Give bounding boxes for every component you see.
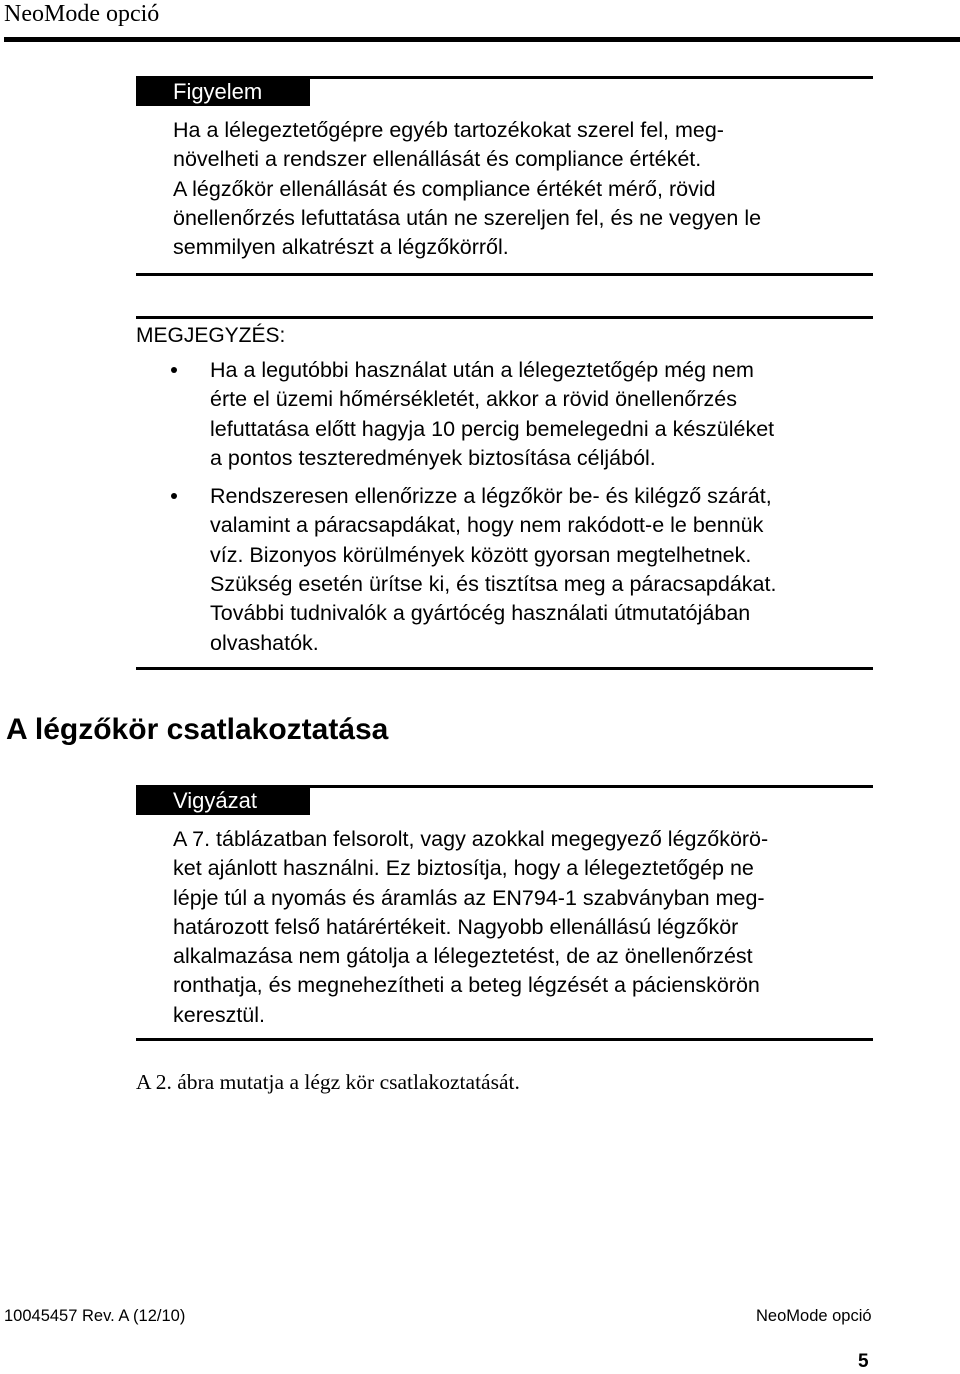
caution-line: ronthatja, és megnehezítheti a beteg légzését a pácienskörön xyxy=(173,973,760,998)
note-line: érte el üzemi hőmérsékletét, akkor a rövid önellenőrzés xyxy=(210,387,738,412)
note-list-item xyxy=(136,482,873,658)
note-bottom-rule xyxy=(136,667,873,670)
warning-body xyxy=(173,116,873,262)
note-top-rule xyxy=(136,316,873,319)
note-line: További tudnivalók a gyártócég használati útmutatójában xyxy=(210,601,751,626)
note-line: a pontos teszteredmények biztosítása céljából. xyxy=(210,445,656,470)
note-title: MEGJEGYZÉS: xyxy=(136,324,286,347)
caution-line: ket ajánlott használni. Ez biztosítja, hogy a lélegeztetőgép ne xyxy=(173,856,754,881)
caution-line: lépje túl a nyomás és áramlás az EN794-1 szabványban meg- xyxy=(173,885,765,910)
caution-line: keresztül. xyxy=(173,1002,266,1027)
warning-line: Ha a lélegeztetőgépre egyéb tartozékokat szerel fel, meg- xyxy=(173,118,724,142)
note-list-item xyxy=(136,356,873,473)
warning-line: A légzőkör ellenállását és compliance értékét mérő, rövid xyxy=(173,176,716,201)
warning-line: önellenőrzés lefuttatása után ne szereljen fel, és ne vegyen le xyxy=(173,205,762,230)
note-line: valamint a páracsapdákat, hogy nem rakódott-e le bennük xyxy=(210,513,764,538)
note-line: Szükség esetén ürítse ki, és tisztítsa meg a páracsapdákat. xyxy=(210,572,777,597)
note-list xyxy=(136,356,873,658)
warning-label: Figyelem xyxy=(136,78,310,106)
running-header-title: NeoMode opció xyxy=(4,1,160,27)
warning-bottom-rule xyxy=(136,273,873,276)
bullet-icon xyxy=(171,367,177,373)
caution-line: alkalmazása nem gátolja a lélegeztetést, de az önellenőrzést xyxy=(173,944,753,969)
caution-line: A 7. táblázatban felsorolt, vagy azokkal megegyező légzőkörö- xyxy=(173,827,769,851)
note-line: Ha a legutóbbi használat után a lélegeztetőgép még nem xyxy=(210,358,754,382)
note-line: lefuttatása előtt hagyja 10 percig bemelegedni a készüléket xyxy=(210,416,775,441)
figure-reference-text: A 2. ábra mutatja a légz kör csatlakoztatását. xyxy=(136,1070,520,1094)
warning-line: növelheti a rendszer ellenállását és compliance értékét. xyxy=(173,147,702,172)
note-line: Rendszeresen ellenőrizze a légzőkör be- és kilégző szárát, xyxy=(210,484,772,509)
footer-product-name: NeoMode opció xyxy=(756,1307,872,1325)
footer-document-id: 10045457 Rev. A (12/10) xyxy=(4,1307,186,1325)
header-rule xyxy=(4,37,960,42)
caution-line: határozott felső határértékeit. Nagyobb ellenállású légzőkör xyxy=(173,914,739,939)
caution-label: Vigyázat xyxy=(136,787,310,815)
warning-line: semmilyen alkatrészt a légzőkörről. xyxy=(173,235,509,260)
note-line: olvashatók. xyxy=(210,630,319,655)
bullet-icon xyxy=(171,493,177,499)
section-heading: A légzőkör csatlakoztatása xyxy=(6,713,389,746)
caution-body xyxy=(173,825,873,1030)
page-number: 5 xyxy=(858,1351,869,1372)
note-line: víz. Bizonyos körülmények között gyorsan megtelhetnek. xyxy=(210,542,752,567)
caution-bottom-rule xyxy=(136,1038,873,1041)
